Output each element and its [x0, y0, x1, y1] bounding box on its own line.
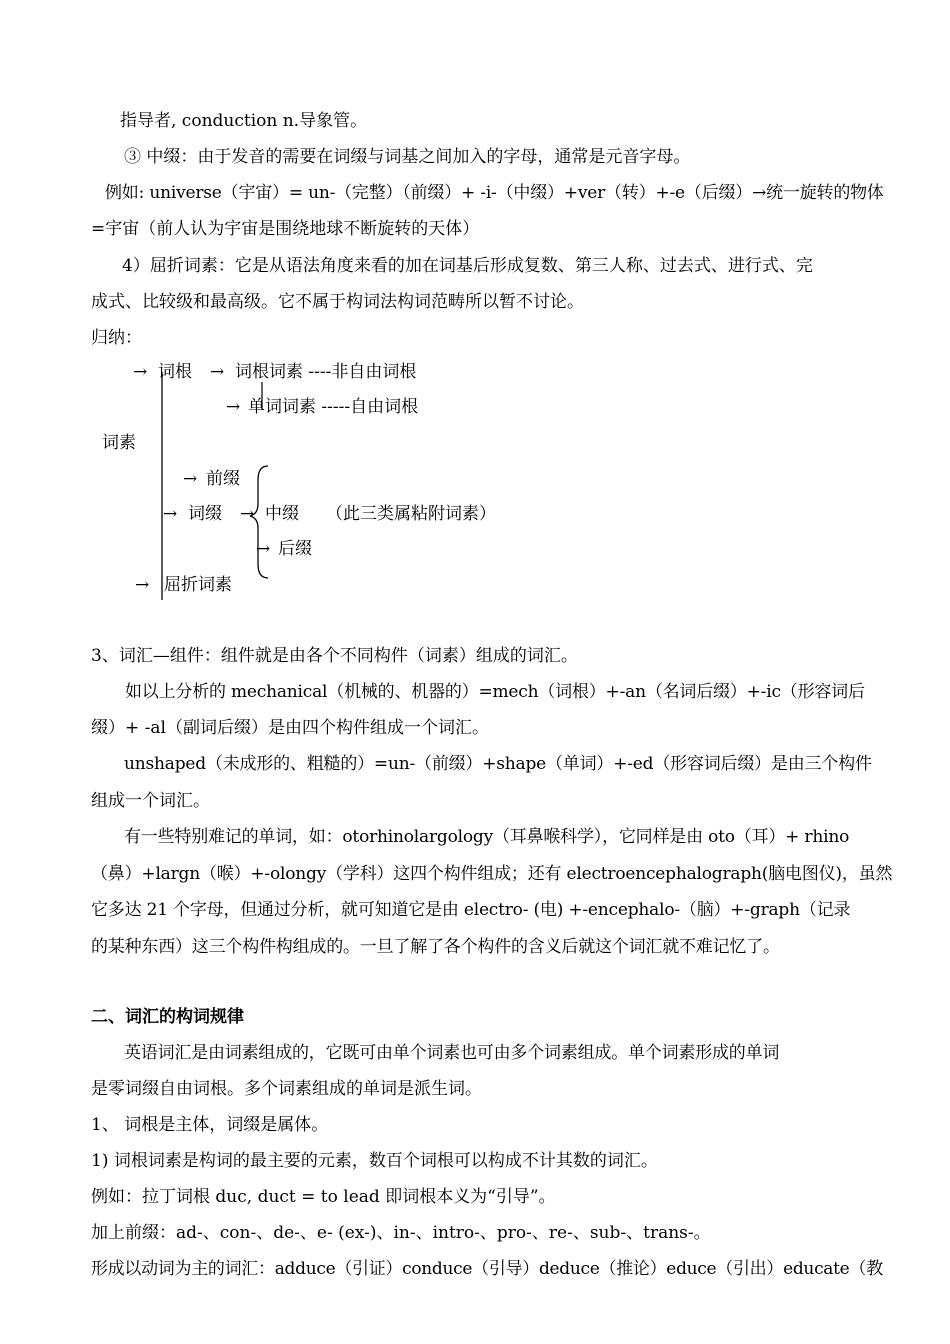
paragraph-line: 有一些特别难记的单词，如：otorhinolargology（耳鼻喉科学），它同样是由 oto（耳）+ rhino: [124, 827, 850, 847]
diagram-prefix: 前缀: [206, 469, 240, 489]
paragraph-line: （鼻）+largn（喉）+-olongy（学科）这四个构件组成；还有 electroencephalograph(脑电图仪)，虽然: [91, 864, 893, 884]
arrow-icon: →: [163, 504, 178, 524]
paragraph-line: 英语词汇是由词素组成的，它既可由单个词素也可由多个词素组成。单个词素形成的单词: [124, 1043, 780, 1063]
paragraph-line: 例如: universe（宇宙）= un-（完整）（前缀）+ -i-（中缀）+ver（转）+-e（后缀）→统一旋转的物体: [105, 183, 884, 203]
paragraph-line: 的某种东西）这三个构件构组成的。一旦了解了各个构件的含义后就这个词汇就不难记忆了。: [91, 937, 780, 957]
arrow-icon: →: [210, 362, 225, 382]
arrow-icon: →: [135, 575, 150, 595]
paragraph-line: 1) 词根词素是构词的最主要的元素，数百个词根可以构成不计其数的词汇。: [91, 1151, 658, 1171]
paragraph-line: 归纳：: [91, 328, 142, 348]
arrow-icon: →: [183, 469, 198, 489]
arrow-icon: →: [226, 397, 241, 417]
diagram-suffix: 后缀: [278, 539, 312, 559]
diagram-infix: 中缀: [265, 504, 299, 524]
diagram-root-sub1: 词根词素 ----非自由词根: [235, 362, 417, 382]
paragraph-line: 形成以动词为主的词汇：adduce（引证）conduce（引导）deduce（推论）educe（引出）educate（教: [91, 1259, 883, 1279]
paragraph-line: 成式、比较级和最高级。它不属于构词法构词范畴所以暂不讨论。: [91, 292, 584, 312]
paragraph-line: 加上前缀：ad-、con-、de-、e- (ex-)、in-、intro-、pro-、re-、sub-、trans-。: [91, 1223, 711, 1243]
paragraph-line: 组成一个词汇。: [91, 791, 210, 811]
paragraph-line: =宇宙（前人认为宇宙是围绕地球不断旋转的天体）: [91, 219, 480, 239]
paragraph-line: ③ 中缀：由于发音的需要在词缀与词基之间加入的字母，通常是元音字母。: [124, 147, 691, 167]
arrow-icon: →: [240, 504, 255, 524]
paragraph-line: unshaped（未成形的、粗糙的）=un-（前缀）+shape（单词）+-ed（形容词后缀）是由三个构件: [124, 754, 872, 774]
paragraph-line: 它多达 21 个字母，但通过分析，就可知道它是由 electro- (电) +-encephalo-（脑）+-graph（记录: [91, 900, 851, 920]
paragraph-line: 如以上分析的 mechanical（机械的、机器的）=mech（词根）+-an（名词后缀）+-ic（形容词后: [125, 682, 865, 702]
paragraph-line: 指导者, conduction n.导象管。: [120, 111, 368, 131]
diagram-root-label: 词根: [158, 362, 192, 382]
diagram-affix-label: 词缀: [188, 504, 222, 524]
arrow-icon: →: [133, 362, 148, 382]
paragraph-line: 缀）+ -al（副词后缀）是由四个构件组成一个词汇。: [91, 718, 489, 738]
paragraph-line: 4）屈折词素：它是从语法角度来看的加在词基后形成复数、第三人称、过去式、进行式、完: [122, 256, 813, 276]
section-heading: 二、词汇的构词规律: [91, 1007, 244, 1027]
paragraph-line: 例如：拉丁词根 duc, duct = to lead 即词根本义为“引导”。: [91, 1187, 556, 1207]
paragraph-line: 是零词缀自由词根。多个词素组成的单词是派生词。: [91, 1079, 482, 1099]
paragraph-line: 3、词汇—组件：组件就是由各个不同构件（词素）组成的词汇。: [91, 646, 578, 666]
paragraph-line: 1、 词根是主体，词缀是属体。: [91, 1115, 329, 1135]
diagram-affix-note: （此三类属粘附词素）: [326, 504, 496, 524]
diagram-root: 词素: [102, 433, 136, 453]
diagram-inflection: 屈折词素: [164, 575, 232, 595]
arrow-icon: →: [256, 539, 271, 559]
diagram-root-sub2: 单词词素 -----自由词根: [248, 397, 419, 417]
